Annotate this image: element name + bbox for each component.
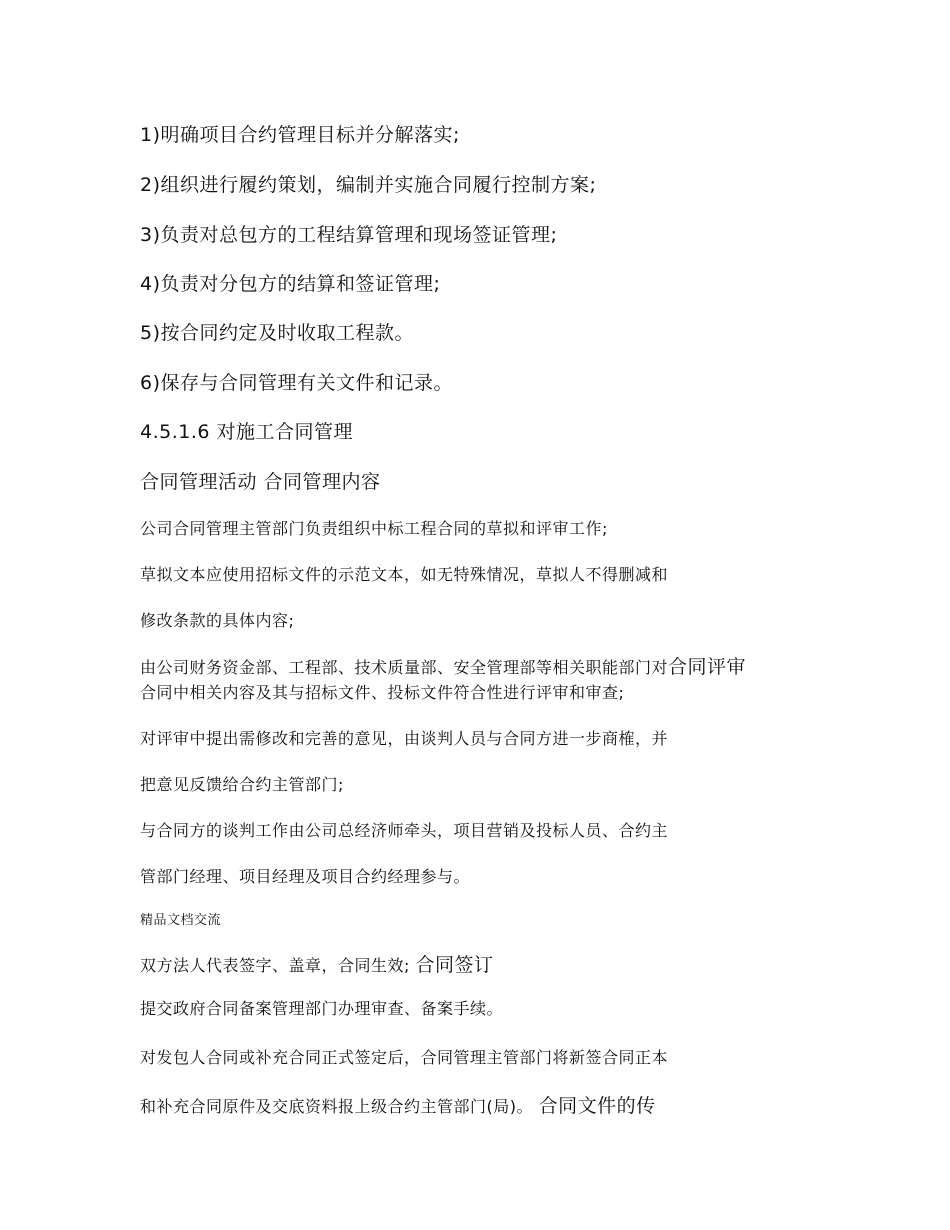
paragraph-department-review-cont: 合同中相关内容及其与招标文件、投标文件符合性进行评审和审查; <box>140 683 625 702</box>
paragraph-submission: 对发包人合同或补充合同正式签定后，合同管理主管部门将新签合同正本 <box>140 1048 669 1067</box>
paragraph-department-review <box>140 652 746 679</box>
contract-signing-label: 合同签订 <box>415 954 494 976</box>
paragraph-draft-review: 公司合同管理主管部门负责组织中标工程合同的草拟和评审工作; <box>140 519 608 538</box>
paragraph-negotiation: 对评审中提出需修改和完善的意见，由谈判人员与合同方进一步商榷，并 <box>140 729 669 748</box>
paragraph-filing: 提交政府合同备案管理部门办理审查、备案手续。 <box>140 999 504 1018</box>
list-item-5: 5)按合同约定及时收取工程款。 <box>140 322 415 344</box>
paragraph-submission-cont <box>140 1091 656 1118</box>
contract-review-label: 合同评审 <box>668 656 747 678</box>
paragraph-negotiation-lead-cont: 管部门经理、项目经理及项目合约经理参与。 <box>140 867 471 886</box>
list-item-3: 3)负责对总包方的工程结算管理和现场签证管理; <box>140 224 558 246</box>
list-item-1: 1)明确项目合约管理目标并分解落实; <box>140 124 460 146</box>
list-item-2: 2)组织进行履约策划，编制并实施合同履行控制方案; <box>140 174 597 196</box>
list-item-4: 4)负责对分包方的结算和签证管理; <box>140 273 441 295</box>
table-header: 合同管理活动 合同管理内容 <box>140 471 381 493</box>
watermark-text: 精品文档交流 <box>140 913 222 928</box>
contract-document-transfer-label: 合同文件的传 <box>538 1095 656 1117</box>
section-heading: 4.5.1.6 对施工合同管理 <box>140 421 354 443</box>
list-item-6: 6)保存与合同管理有关文件和记录。 <box>140 372 454 394</box>
paragraph-negotiation-cont: 把意见反馈给合约主管部门; <box>140 775 344 794</box>
paragraph-template-text-cont: 修改条款的具体内容; <box>140 611 295 630</box>
paragraph-signing-text: 双方法人代表签字、盖章，合同生效; <box>140 956 410 975</box>
paragraph-submission-cont-text: 和补充合同原件及交底资料报上级合约主管部门(局)。 <box>140 1097 533 1116</box>
paragraph-negotiation-lead: 与合同方的谈判工作由公司总经济师牵头，项目营销及投标人员、合约主 <box>140 821 669 840</box>
paragraph-template-text: 草拟文本应使用招标文件的示范文本，如无特殊情况，草拟人不得删减和 <box>140 565 669 584</box>
paragraph-signing <box>140 950 494 977</box>
paragraph-department-review-text: 由公司财务资金部、工程部、技术质量部、安全管理部等相关职能部门对 <box>140 658 669 677</box>
